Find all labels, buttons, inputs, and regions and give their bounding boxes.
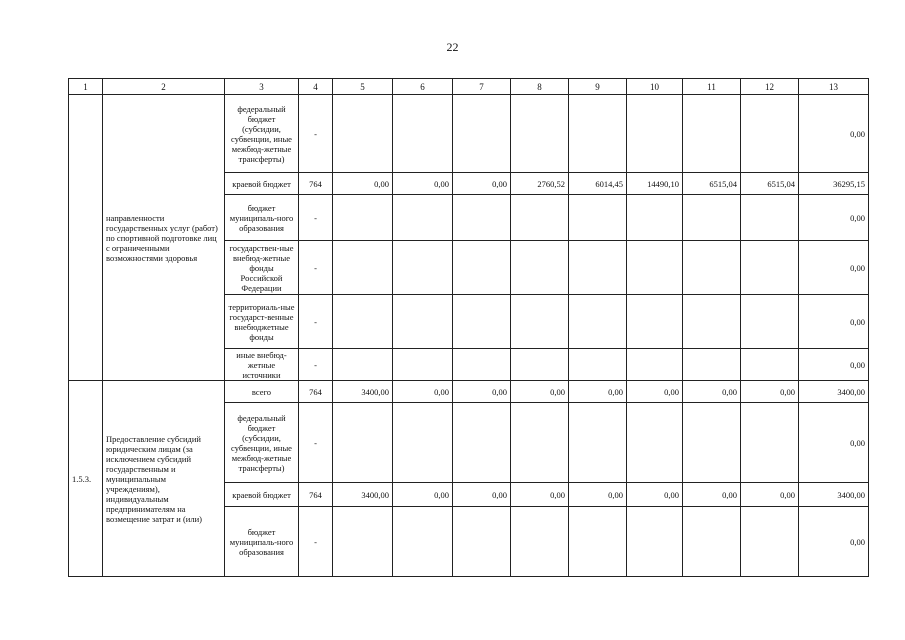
value-cell: [333, 241, 393, 295]
column-header: 2: [103, 79, 225, 95]
column-header: 11: [683, 79, 741, 95]
value-cell: [569, 95, 627, 173]
total-cell: 0,00: [799, 349, 869, 381]
value-cell: [333, 349, 393, 381]
value-cell: [333, 195, 393, 241]
value-cell: [511, 403, 569, 483]
value-cell: [453, 195, 511, 241]
value-cell: [393, 295, 453, 349]
column-header: 6: [393, 79, 453, 95]
value-cell: [627, 195, 683, 241]
total-cell: 0,00: [799, 507, 869, 577]
total-cell: 36295,15: [799, 173, 869, 195]
value-cell: [627, 295, 683, 349]
budget-code: -: [299, 241, 333, 295]
value-cell: [333, 403, 393, 483]
value-cell: [683, 95, 741, 173]
total-cell: 0,00: [799, 403, 869, 483]
value-cell: [683, 195, 741, 241]
budget-table: [68, 78, 869, 577]
column-header: 5: [333, 79, 393, 95]
value-cell: 0,00: [741, 381, 799, 403]
value-cell: [683, 295, 741, 349]
budget-code: -: [299, 295, 333, 349]
value-cell: [569, 195, 627, 241]
value-cell: [453, 403, 511, 483]
value-cell: [627, 241, 683, 295]
value-cell: 0,00: [393, 173, 453, 195]
value-cell: [511, 95, 569, 173]
value-cell: [627, 507, 683, 577]
value-cell: [569, 507, 627, 577]
value-cell: 0,00: [683, 483, 741, 507]
value-cell: [569, 241, 627, 295]
value-cell: 0,00: [569, 483, 627, 507]
value-cell: 0,00: [627, 483, 683, 507]
column-header: 7: [453, 79, 511, 95]
value-cell: [569, 295, 627, 349]
item-description: направленности государственных услуг (работ) по спортивной подготовке лиц с ограниченными возможностями здоровья: [103, 95, 225, 381]
value-cell: 0,00: [333, 173, 393, 195]
value-cell: [741, 95, 799, 173]
value-cell: [569, 403, 627, 483]
column-header: 3: [225, 79, 299, 95]
value-cell: [393, 95, 453, 173]
item-number: 1.5.3.: [69, 381, 103, 577]
value-cell: 0,00: [511, 483, 569, 507]
value-cell: 3400,00: [333, 483, 393, 507]
table-row: [69, 381, 869, 403]
value-cell: [683, 241, 741, 295]
page-number: 22: [446, 40, 459, 54]
value-cell: [453, 241, 511, 295]
column-header: 1: [69, 79, 103, 95]
value-cell: 0,00: [393, 483, 453, 507]
funding-source: бюджет муниципаль-ного образования: [225, 195, 299, 241]
total-cell: 3400,00: [799, 381, 869, 403]
column-header: 9: [569, 79, 627, 95]
value-cell: [511, 241, 569, 295]
column-header: 13: [799, 79, 869, 95]
value-cell: [393, 507, 453, 577]
value-cell: [627, 349, 683, 381]
value-cell: [393, 349, 453, 381]
total-cell: 3400,00: [799, 483, 869, 507]
total-cell: 0,00: [799, 241, 869, 295]
column-header: 4: [299, 79, 333, 95]
value-cell: 14490,10: [627, 173, 683, 195]
value-cell: 0,00: [569, 381, 627, 403]
value-cell: [683, 349, 741, 381]
value-cell: 0,00: [627, 381, 683, 403]
funding-source: федеральный бюджет (субсидии, субвенции, иные межбюд-жетные трансферты): [225, 95, 299, 173]
value-cell: 6515,04: [683, 173, 741, 195]
budget-code: -: [299, 403, 333, 483]
value-cell: [511, 195, 569, 241]
value-cell: [741, 195, 799, 241]
budget-code: -: [299, 507, 333, 577]
budget-code: 764: [299, 381, 333, 403]
header-row: [69, 79, 869, 95]
funding-source: бюджет муниципаль-ного образования: [225, 507, 299, 577]
value-cell: [393, 195, 453, 241]
total-cell: 0,00: [799, 295, 869, 349]
value-cell: [511, 295, 569, 349]
value-cell: [453, 95, 511, 173]
funding-source: краевой бюджет: [225, 483, 299, 507]
value-cell: 3400,00: [333, 381, 393, 403]
value-cell: [333, 507, 393, 577]
value-cell: 2760,52: [511, 173, 569, 195]
value-cell: [741, 403, 799, 483]
value-cell: [569, 349, 627, 381]
value-cell: 0,00: [453, 173, 511, 195]
value-cell: [741, 241, 799, 295]
column-header: 8: [511, 79, 569, 95]
value-cell: [627, 403, 683, 483]
value-cell: [333, 95, 393, 173]
funding-source: территориаль-ные государст-венные внебюджетные фонды: [225, 295, 299, 349]
value-cell: 0,00: [453, 483, 511, 507]
value-cell: 0,00: [393, 381, 453, 403]
value-cell: [393, 403, 453, 483]
funding-source: федеральный бюджет (субсидии, субвенции, иные межбюд-жетные трансферты): [225, 403, 299, 483]
value-cell: 0,00: [453, 381, 511, 403]
funding-source: всего: [225, 381, 299, 403]
budget-code: -: [299, 95, 333, 173]
funding-source: государствен-ные внебюд-жетные фонды Российской Федерации: [225, 241, 299, 295]
value-cell: [333, 295, 393, 349]
value-cell: 6014,45: [569, 173, 627, 195]
funding-source: краевой бюджет: [225, 173, 299, 195]
value-cell: [453, 295, 511, 349]
value-cell: 0,00: [511, 381, 569, 403]
budget-code: 764: [299, 483, 333, 507]
budget-code: -: [299, 349, 333, 381]
value-cell: [741, 349, 799, 381]
value-cell: [453, 349, 511, 381]
table-row: [69, 95, 869, 173]
total-cell: 0,00: [799, 195, 869, 241]
funding-source: иные внебюд-жетные источники: [225, 349, 299, 381]
value-cell: 0,00: [741, 483, 799, 507]
value-cell: 0,00: [683, 381, 741, 403]
item-number-cell: [69, 95, 103, 381]
value-cell: [453, 507, 511, 577]
value-cell: [627, 95, 683, 173]
value-cell: 6515,04: [741, 173, 799, 195]
value-cell: [393, 241, 453, 295]
value-cell: [683, 403, 741, 483]
item-description: Предоставление субсидий юридическим лицам (за исключением субсидий государственным и муниципальным учреждениям), индивидуальным предпринимателям на возмещение затрат и (или): [103, 381, 225, 577]
value-cell: [511, 349, 569, 381]
budget-code: -: [299, 195, 333, 241]
value-cell: [683, 507, 741, 577]
value-cell: [741, 295, 799, 349]
budget-code: 764: [299, 173, 333, 195]
value-cell: [511, 507, 569, 577]
total-cell: 0,00: [799, 95, 869, 173]
column-header: 10: [627, 79, 683, 95]
column-header: 12: [741, 79, 799, 95]
value-cell: [741, 507, 799, 577]
